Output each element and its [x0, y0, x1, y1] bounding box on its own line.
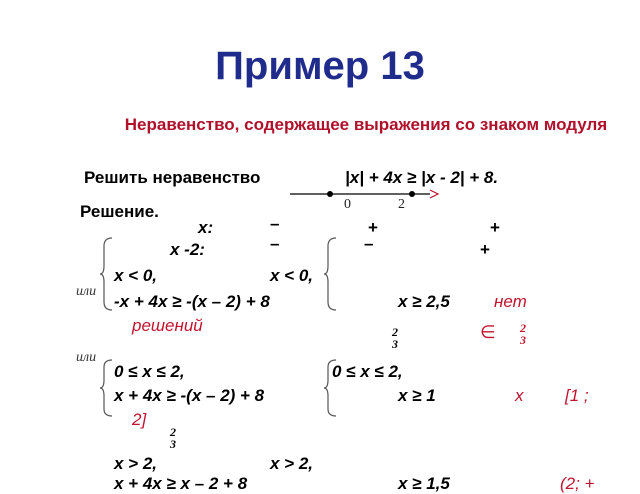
case2-fraction: 2 3: [170, 425, 176, 451]
case1-right-brace: [324, 236, 338, 312]
case2-line1-left: 0 ≤ x ≤ 2,: [114, 362, 185, 381]
case2-answer-x: x: [515, 386, 524, 405]
case2-answer-interval: [1 ;: [565, 386, 589, 405]
number-line: [280, 185, 440, 205]
case1-line1-right: x < 0,: [270, 266, 314, 285]
case3-line1-left: x > 2,: [114, 454, 158, 473]
case1-fraction: 2 3: [392, 325, 398, 351]
element-of-icon: ∈: [480, 322, 496, 342]
solution-label: Решение.: [80, 202, 159, 221]
case1-result-part1: нет: [494, 292, 527, 311]
sign-row1-cell-1: –: [270, 214, 280, 233]
case2-line2-left: x + 4x ≥ -(x – 2) + 8: [114, 386, 265, 405]
case1-result-part2: решений: [132, 316, 203, 335]
inequality: |x| + 4x ≥ |x - 2| + 8.: [345, 168, 499, 187]
point-two: [409, 191, 415, 197]
tick-zero: 0: [344, 197, 351, 212]
slide-title: Пример 13: [215, 44, 425, 88]
point-zero: [327, 191, 333, 197]
case1-left-brace: [100, 236, 114, 312]
arrow-icon: [430, 190, 438, 198]
or-label-1: или: [76, 284, 97, 299]
case3-line2-left: x + 4x ≥ x – 2 + 8: [114, 474, 248, 493]
case2-line1-right: 0 ≤ x ≤ 2,: [332, 362, 403, 381]
case1-line2-right: x ≥ 2,5: [398, 292, 450, 311]
case1-fraction-red: 2 3: [520, 321, 526, 347]
sign-row2-cell-1: –: [270, 234, 280, 253]
case3-answer: (2; +: [560, 474, 595, 493]
sign-row1-cell-2: +: [368, 218, 378, 237]
case2-answer-end: 2]: [132, 410, 147, 429]
case2-left-brace: [100, 358, 114, 418]
case1-line2-left: -x + 4x ≥ -(x – 2) + 8: [114, 292, 270, 311]
case1-line1-left: x < 0,: [114, 266, 158, 285]
case3-line2-right: x ≥ 1,5: [398, 474, 450, 493]
sign-row1-label: x:: [198, 218, 214, 237]
sign-row1-cell-3: +: [490, 218, 500, 237]
sign-row2-cell-2: –: [364, 234, 374, 253]
or-label-2: или: [76, 350, 97, 365]
slide-subtitle: Неравенство, содержащее выражения со знаком модуля: [124, 115, 608, 134]
case3-line1-right: x > 2,: [270, 454, 314, 473]
tick-two: 2: [398, 197, 405, 212]
case2-line2-right: x ≥ 1: [398, 386, 436, 405]
solve-label: Решить неравенство: [84, 168, 261, 187]
sign-row2-label: x -2:: [170, 240, 205, 259]
sign-row2-cell-3: +: [480, 240, 490, 259]
